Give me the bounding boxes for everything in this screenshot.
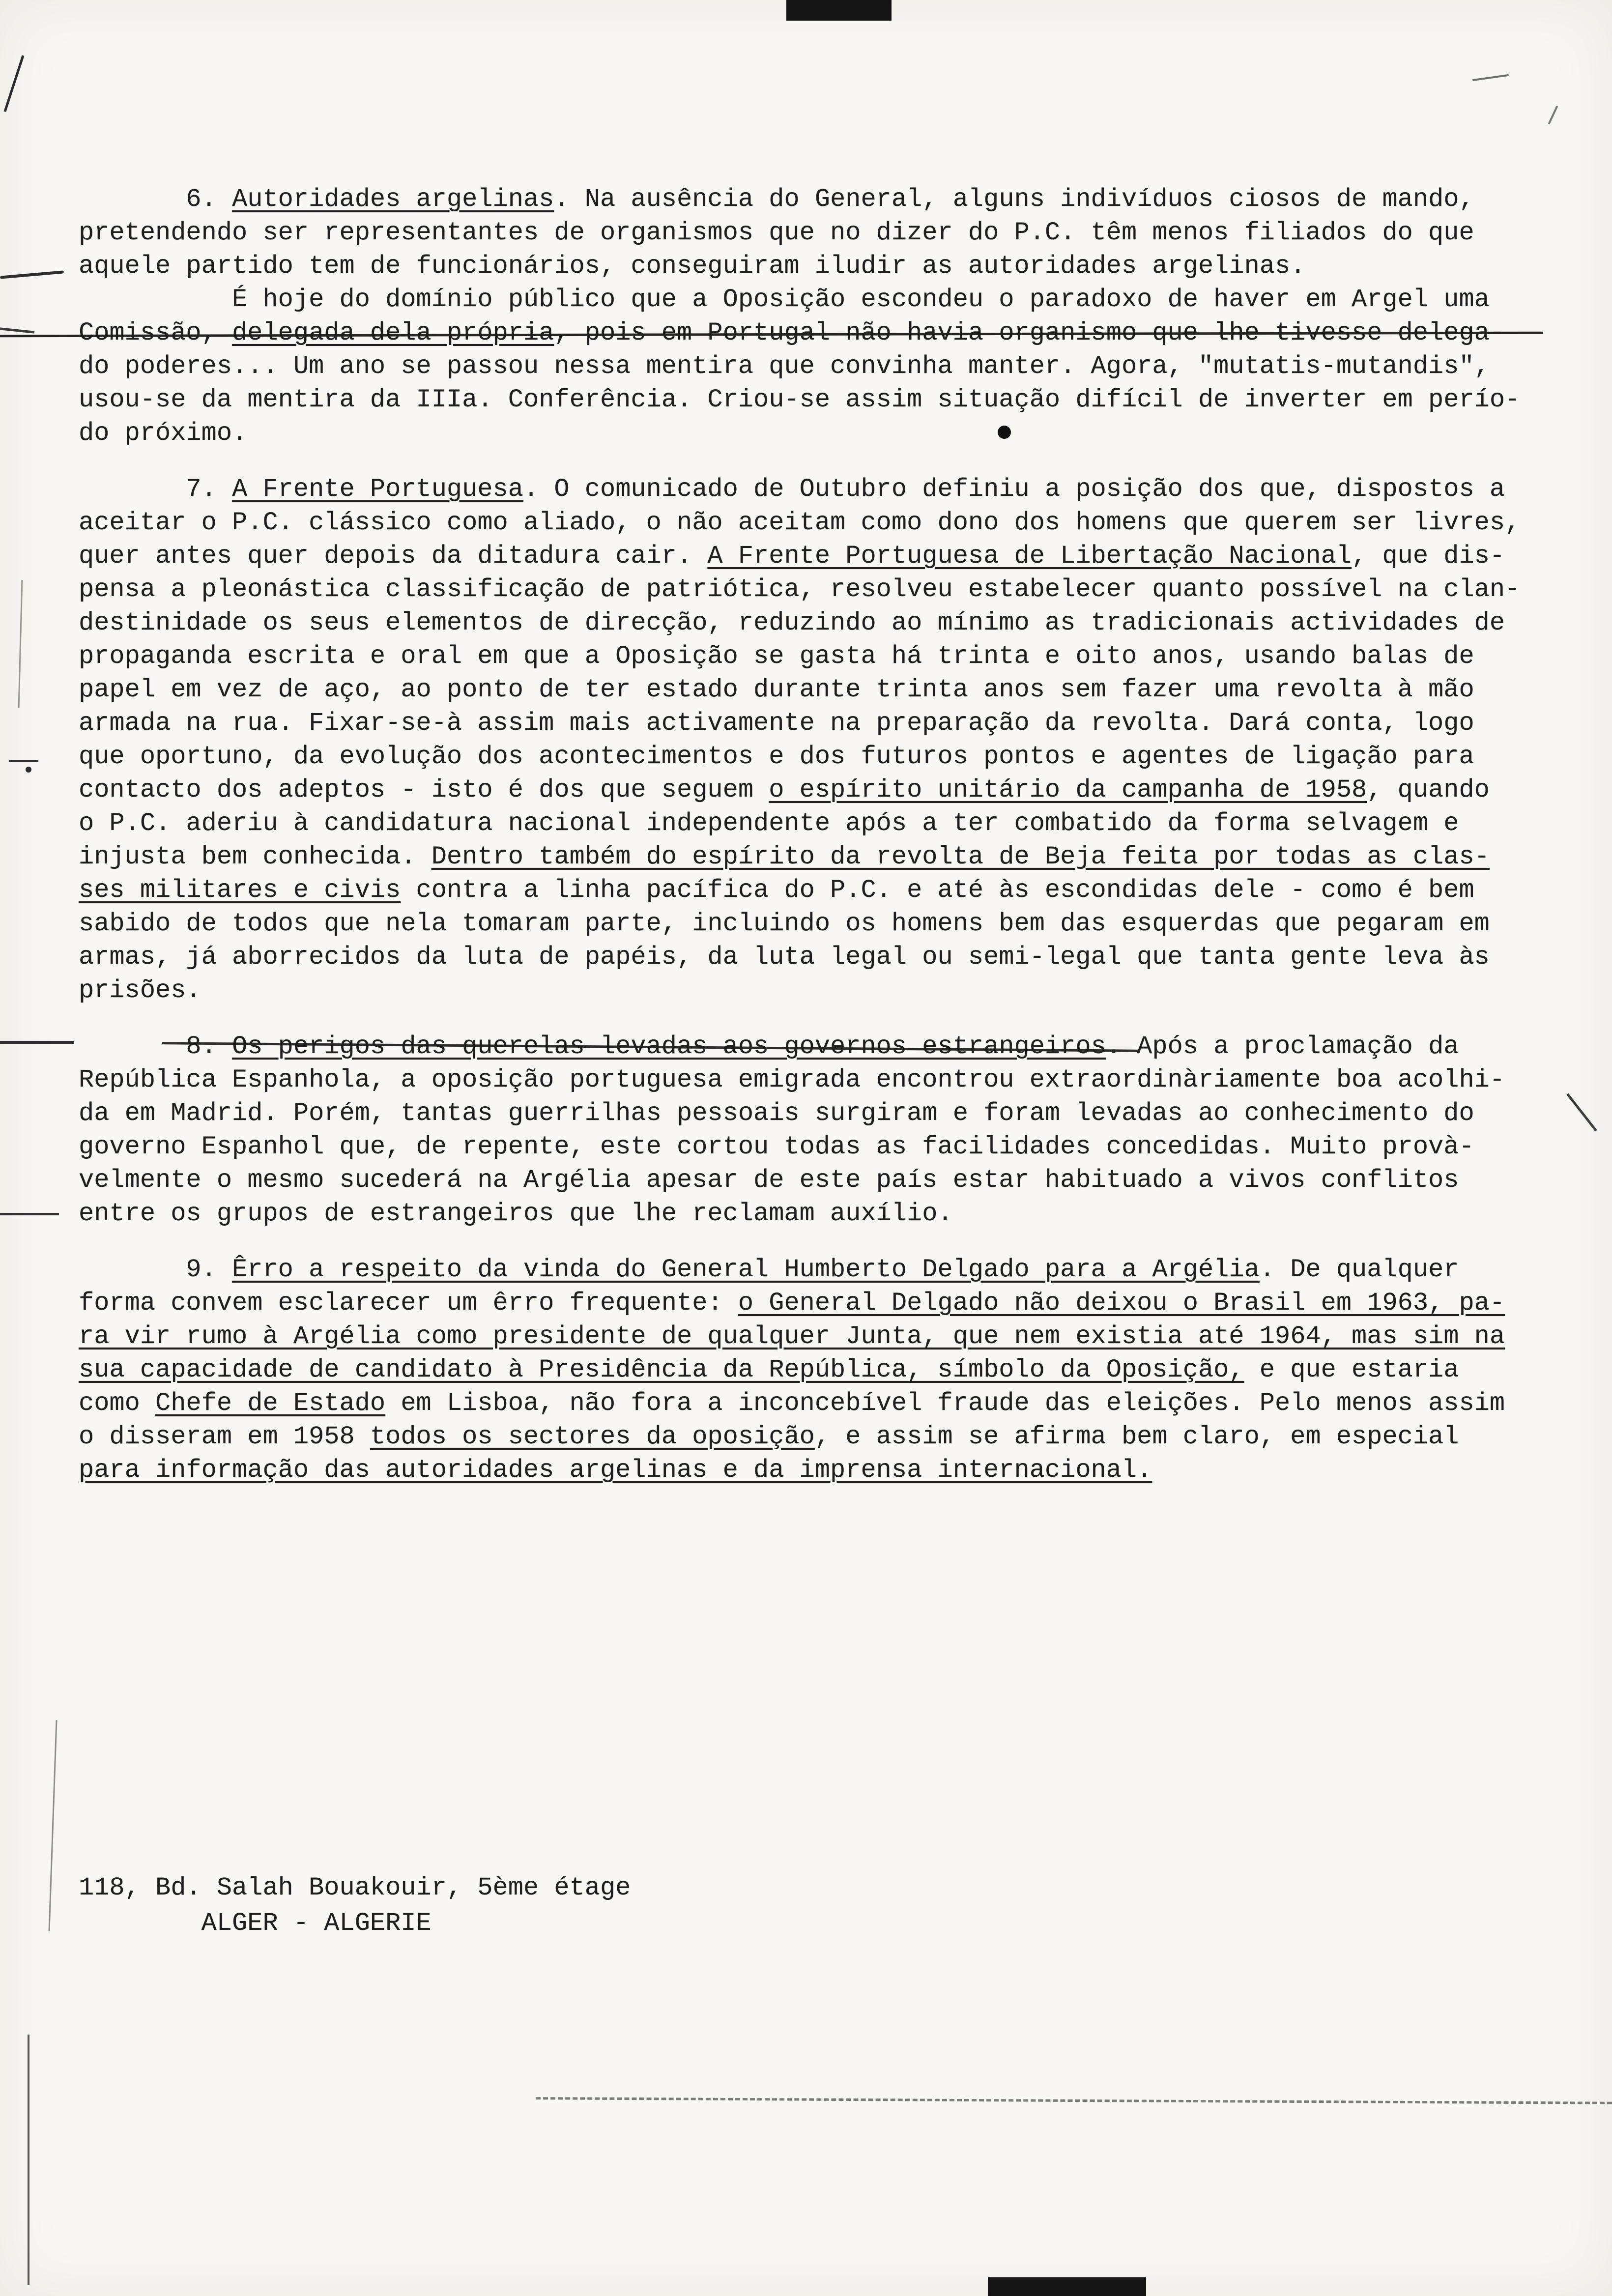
text-segment: 6. — [79, 185, 232, 214]
paragraph-9-erro-vinda-general — [79, 1253, 1520, 1487]
text-line — [79, 283, 1520, 316]
text-segment: armas, já aborrecidos da luta de papéis, da luta legal ou semi-legal que tanta gente leva às — [79, 943, 1490, 972]
text-line — [79, 974, 1520, 1007]
paper-fold-line — [48, 1720, 57, 1931]
text-segment: governo Espanhol que, de repente, este cortou todas as facilidades concedidas. Muito provà- — [79, 1132, 1474, 1161]
text-segment: pensa a pleonástica classificação de patriótica, resolveu estabelecer quanto possível na clan- — [79, 575, 1521, 604]
underlined-text: o espírito unitário da campanha de 1958 — [769, 775, 1367, 804]
text-line — [79, 1287, 1520, 1320]
scan-artifact-top-bar — [786, 0, 892, 21]
underlined-text: Êrro a respeito da vinda do General Humberto Delgado para a Argélia — [232, 1255, 1260, 1284]
text-segment: , e assim se afirma bem claro, em especial — [814, 1422, 1459, 1451]
text-segment: É hoje do domínio público que a Oposição escondeu o paradoxo de haver em Argel uma — [79, 285, 1490, 314]
text-segment: em Lisboa, não fora a inconcebível fraude das eleições. Pelo menos assim — [385, 1389, 1505, 1418]
text-segment: pretendendo ser representantes de organismos que no dizer do P.C. têm menos filiados do que — [79, 218, 1474, 247]
left-edge-crease-line-2 — [18, 580, 23, 708]
text-line — [79, 1030, 1520, 1063]
text-line — [79, 840, 1520, 874]
text-segment: . O comunicado de Outubro definiu a posição dos que, dispostos a — [523, 475, 1505, 504]
text-line — [79, 606, 1520, 640]
text-segment: prisões. — [79, 976, 202, 1005]
text-line — [79, 774, 1520, 807]
text-line — [79, 1197, 1520, 1231]
text-line — [79, 907, 1520, 941]
underlined-text: Dentro também do espírito da revolta de Beja feita por todas as clas- — [431, 842, 1490, 871]
text-segment: 7. — [79, 475, 232, 504]
underlined-text: o General Delgado não deixou o Brasil em 1963, pa- — [738, 1289, 1505, 1318]
text-segment: contra a linha pacífica do P.C. e até às escondidas dele - como é bem — [401, 876, 1474, 905]
underlined-text: ses militares e civis — [79, 876, 401, 905]
margin-mark — [0, 327, 34, 333]
text-line — [79, 473, 1520, 506]
right-margin-backslash-mark — [1566, 1093, 1597, 1132]
text-line — [79, 1420, 1520, 1454]
scan-artifact-bottom-bar — [988, 2277, 1146, 2296]
text-segment: sabido de todos que nela tomaram parte, incluindo os homens bem das esquerdas que pegaram em — [79, 909, 1490, 938]
text-line — [79, 1253, 1520, 1287]
text-segment: entre os grupos de estrangeiros que lhe reclamam auxílio. — [79, 1199, 953, 1228]
text-line — [79, 350, 1520, 383]
text-segment: propaganda escrita e oral em que a Oposição se gasta há trinta e oito anos, usando balas de — [79, 642, 1474, 671]
text-line — [79, 1097, 1520, 1130]
text-segment: o P.C. aderiu à candidatura nacional independente após a ter combatido da forma selvagem e — [79, 809, 1459, 838]
text-segment: 8. — [79, 1032, 232, 1061]
right-margin-tick-mark — [1548, 106, 1558, 124]
text-segment: , pois em Portugal não havia organismo que lhe tivesse delega- — [554, 318, 1505, 347]
margin-dash-paragraph-8b — [0, 1213, 59, 1215]
underlined-text: A Frente Portuguesa de Libertação Nacional — [707, 542, 1352, 571]
text-line — [79, 183, 1520, 216]
text-line — [79, 707, 1520, 740]
underlined-text: A Frente Portuguesa — [232, 475, 523, 504]
underlined-text: sua capacidade de candidato à Presidência da República, símbolo da Oposição, — [79, 1355, 1244, 1384]
text-line — [79, 1164, 1520, 1197]
text-segment: velmente o mesmo sucederá na Argélia apesar de este país estar habituado a vivos conflitos — [79, 1166, 1459, 1195]
document-footer — [79, 1870, 631, 1941]
text-segment: usou-se da mentira da IIIa. Conferência. Criou-se assim situação difícil de inverter em perío- — [79, 385, 1521, 414]
underlined-text: Chefe de Estado — [155, 1389, 386, 1418]
text-line — [79, 740, 1520, 774]
text-line — [79, 573, 1520, 606]
text-line — [79, 1387, 1520, 1420]
text-segment: Comissão, — [79, 318, 232, 347]
text-segment: . Na ausência do General, alguns indivíduos ciosos de mando, — [554, 185, 1474, 214]
text-line — [79, 1454, 1520, 1487]
text-line — [79, 1130, 1520, 1164]
text-line — [79, 216, 1520, 250]
footer-city-line: ALGER - ALGERIE — [79, 1909, 432, 1938]
left-edge-crease-line — [28, 2035, 29, 2285]
underlined-text: para informação das autoridades argelinas e da imprensa internacional. — [79, 1456, 1152, 1485]
text-segment: aceitar o P.C. clássico como aliado, o não aceitam como dono dos homens que querem ser livres, — [79, 508, 1521, 537]
text-line — [79, 640, 1520, 673]
text-line — [79, 874, 1520, 907]
underlined-text: Autoridades argelinas — [232, 185, 554, 214]
faint-dashed-rule — [536, 2097, 1612, 2104]
text-line — [79, 250, 1520, 283]
text-line — [79, 941, 1520, 974]
text-segment: 9. — [79, 1255, 232, 1284]
text-segment: quer antes quer depois da ditadura cair. — [79, 542, 708, 571]
text-line — [79, 316, 1520, 350]
margin-arrow-mark — [9, 760, 38, 762]
handwritten-slash-mark — [4, 55, 25, 112]
text-segment: da em Madrid. Porém, tantas guerrilhas pessoais surgiram e foram levadas ao conhecimento do — [79, 1099, 1474, 1128]
underlined-text: todos os sectores da oposição — [370, 1422, 815, 1451]
text-line — [79, 1063, 1520, 1097]
right-margin-arrow-mark — [1472, 74, 1509, 81]
text-segment: como — [79, 1389, 156, 1418]
text-segment: e que estaria — [1244, 1355, 1459, 1384]
text-segment: do próximo. — [79, 419, 248, 448]
margin-swoosh-mark — [0, 270, 64, 279]
text-segment: . De qualquer — [1259, 1255, 1459, 1284]
text-segment: destinidade os seus elementos de direcção, reduzindo ao mínimo as tradicionais actividades de — [79, 608, 1505, 637]
underlined-text: ra vir rumo à Argélia como presidente de qualquer Junta, que nem existia até 1964, mas sim na — [79, 1322, 1505, 1351]
text-line — [79, 383, 1520, 417]
text-segment: República Espanhola, a oposição portuguesa emigrada encontrou extraordinàriamente boa acolhi- — [79, 1065, 1505, 1094]
text-segment: do poderes... Um ano se passou nessa mentira que convinha manter. Agora, "mutatis-mutandis", — [79, 352, 1490, 381]
paragraph-8-perigos-das-querelas — [79, 1030, 1520, 1231]
text-segment: aquele partido tem de funcionários, conseguiram iludir as autoridades argelinas. — [79, 252, 1306, 281]
text-line — [79, 1320, 1520, 1353]
margin-arrow-dot — [26, 767, 31, 773]
text-line — [79, 506, 1520, 540]
text-segment: o disseram em 1958 — [79, 1422, 370, 1451]
text-segment: forma convem esclarecer um êrro frequente: — [79, 1289, 738, 1318]
text-line — [79, 807, 1520, 840]
text-segment: . Após a proclamação da — [1106, 1032, 1459, 1061]
text-segment: injusta bem conhecida. — [79, 842, 432, 871]
paragraph-7-a-frente-portuguesa — [79, 473, 1520, 1007]
underlined-text: Os perigos das querelas levadas aos governos estrangeiros — [232, 1032, 1106, 1061]
text-segment: papel em vez de aço, ao ponto de ter estado durante trinta anos sem fazer uma revolta à mão — [79, 675, 1474, 704]
text-line — [79, 540, 1520, 573]
text-line — [79, 1353, 1520, 1387]
margin-dash-paragraph-8 — [0, 1041, 74, 1044]
document-paragraphs — [79, 183, 1520, 1510]
paragraph-6-autoridades-argelinas — [79, 183, 1520, 450]
text-line — [79, 673, 1520, 707]
text-line — [79, 417, 1520, 450]
text-segment: armada na rua. Fixar-se-à assim mais activamente na preparação da revolta. Dará conta, logo — [79, 709, 1474, 738]
text-segment: , que dis- — [1352, 542, 1505, 571]
text-segment: , quando — [1367, 775, 1490, 804]
text-segment: contacto dos adeptos - isto é dos que seguem — [79, 775, 769, 804]
underlined-text: delegada dela própria — [232, 318, 554, 347]
footer-address-line: 118, Bd. Salah Bouakouir, 5ème étage — [79, 1873, 631, 1902]
text-segment: que oportuno, da evolução dos acontecimentos e dos futuros pontos e agentes de ligação para — [79, 742, 1474, 771]
